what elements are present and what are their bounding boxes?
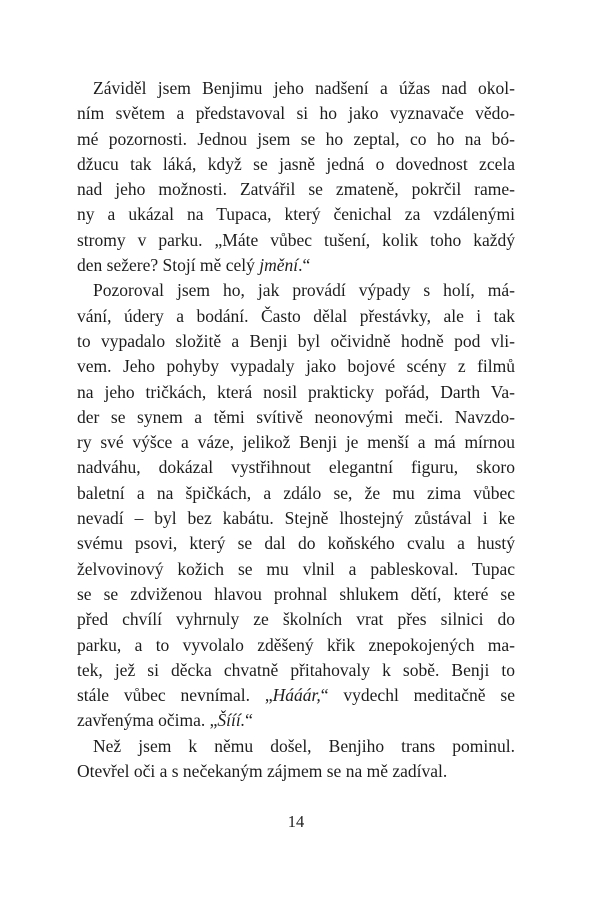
text-line xyxy=(77,633,515,658)
text-segment: vání, údery a bodání. Často dělal přestávky, ale i tak xyxy=(77,305,515,326)
italic-text-segment: jmění xyxy=(259,255,299,276)
text-line xyxy=(77,380,515,405)
text-line xyxy=(77,177,515,202)
text-segment: na jeho tričkách, která nosil prakticky pořád, Darth Va- xyxy=(77,381,515,402)
text-segment: nadváhu, dokázal vystřihnout elegantní figuru, skoro xyxy=(77,457,515,478)
text-line xyxy=(77,430,515,455)
text-segment: ry své výšce a váze, jelikož Benji je menší a má mírnou xyxy=(77,432,515,453)
text-line xyxy=(77,506,515,531)
text-line xyxy=(77,607,515,632)
text-line xyxy=(77,759,515,784)
text-segment: Záviděl jsem Benjimu jeho nadšení a úžas nad okol- xyxy=(93,78,515,98)
text-segment: .“ xyxy=(298,255,311,276)
text-segment: ny a ukázal na Tupaca, který čenichal za vzdálenými xyxy=(77,204,515,225)
text-line xyxy=(77,278,515,303)
text-segment: stále vůbec nevnímal. „ xyxy=(77,685,273,706)
text-line xyxy=(77,127,515,152)
text-line xyxy=(77,708,515,733)
text-segment: den sežere? Stojí mě celý xyxy=(77,255,260,276)
text-segment: nevadí – byl bez kabátu. Stejně lhostejný zůstával i ke xyxy=(77,508,515,529)
text-segment: ním světem a představoval si ho jako vyznavače vědo- xyxy=(77,103,515,124)
text-line xyxy=(77,253,515,278)
text-segment: se se zdviženou hlavou prohnal shlukem dětí, které se xyxy=(77,583,515,604)
text-segment: tek, jež si děcka chvatně přitahovaly k sobě. Benji to xyxy=(77,659,515,680)
text-line xyxy=(77,304,515,329)
text-line xyxy=(77,202,515,227)
text-segment: “ vydechl meditačně se xyxy=(320,685,515,706)
text-segment: džucu tak láká, když se jasně jedná o dovednost zcela xyxy=(77,153,515,174)
text-segment: Pozoroval jsem ho, jak provádí výpady s holí, má- xyxy=(93,280,515,301)
text-line xyxy=(77,531,515,556)
text-line xyxy=(77,152,515,177)
text-line xyxy=(77,582,515,607)
italic-text-segment: Hááár, xyxy=(272,685,321,706)
text-line xyxy=(77,455,515,480)
text-segment: vem. Jeho pohyby vypadaly jako bojové scény z filmů xyxy=(77,356,515,377)
text-segment: před chvílí vyhrnuly ze školních vrat přes silnici do xyxy=(77,609,515,630)
text-line xyxy=(77,557,515,582)
text-line xyxy=(77,101,515,126)
text-segment: baletní a na špičkách, a zdálo se, že mu zima vůbec xyxy=(77,482,515,503)
text-line xyxy=(77,76,515,101)
text-segment: parku, a to vyvolalo zděšený křik znepokojených ma- xyxy=(77,634,515,655)
text-block xyxy=(77,76,515,784)
text-segment: mé pozornosti. Jednou jsem se ho zeptal, co ho na bó- xyxy=(77,128,515,149)
text-segment: svému psovi, který se dal do koňského cvalu a hustý xyxy=(77,533,515,554)
text-segment: to vypadalo složitě a Benji byl očividně hodně pod vli- xyxy=(77,330,515,351)
text-line xyxy=(77,354,515,379)
italic-text-segment: Šííí. xyxy=(217,710,246,731)
text-segment: zavřenýma očima. „ xyxy=(77,710,218,731)
text-line xyxy=(77,481,515,506)
text-segment: stromy v parku. „Máte vůbec tušení, kolik toho každý xyxy=(77,229,515,250)
text-segment: Než jsem k němu došel, Benjiho trans pominul. xyxy=(93,735,515,756)
text-line xyxy=(77,683,515,708)
text-segment: nad jeho možnosti. Zatvářil se zmateně, pokrčil rame- xyxy=(77,179,515,200)
text-line xyxy=(77,329,515,354)
text-line xyxy=(77,734,515,759)
text-line xyxy=(77,405,515,430)
text-segment: želvovinový kožich se mu vlnil a pableskoval. Tupac xyxy=(77,558,515,579)
text-segment: “ xyxy=(245,710,253,731)
text-segment: der se synem a těmi svítivě neonovými meči. Navzdo- xyxy=(77,406,515,427)
text-line xyxy=(77,228,515,253)
text-segment: Otevřel oči a s nečekaným zájmem se na mě zadíval. xyxy=(77,761,448,782)
page-number: 14 xyxy=(287,812,305,831)
text-line xyxy=(77,658,515,683)
